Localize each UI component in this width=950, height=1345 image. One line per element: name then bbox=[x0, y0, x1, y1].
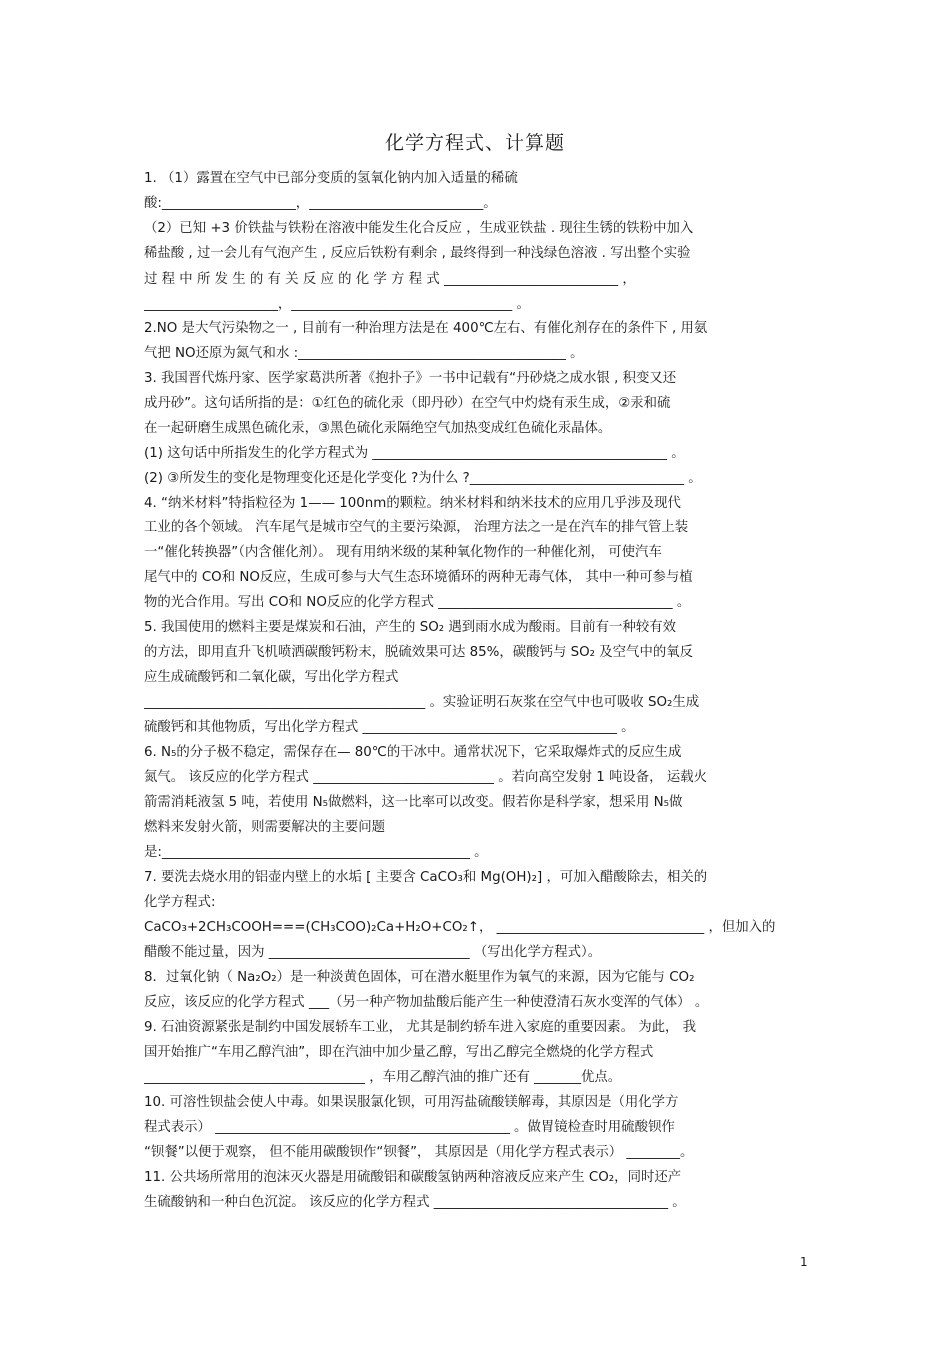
text-line: 醋酸不能过量，因为 ______________________________ （写出化学方程式）。 bbox=[144, 945, 602, 960]
document-title: 化学方程式、计算题 bbox=[384, 132, 565, 154]
text-line: _________________________________ ，车用乙醇汽油的推广还有 _______优点。 bbox=[144, 1070, 622, 1085]
text-line: 燃料来发射火箭，则需要解决的主要问题 bbox=[144, 820, 386, 835]
text-line: “钡餐”以便于观察， 但不能用碳酸钡作“钡餐”， 其原因是（用化学方程式表示） ________。 bbox=[144, 1145, 694, 1160]
text-line: 7. 要洗去烧水用的铝壶内壁上的水垢 [ 主要含 CaCO₃和 Mg(OH)₂] ，可加入醋酸除去，相关的 bbox=[144, 870, 708, 885]
text-line: 在一起研磨生成黑色硫化汞，③黑色硫化汞隔绝空气加热变成红色硫化汞晶体。 bbox=[144, 421, 612, 436]
text-line: 硫酸钙和其他物质，写出化学方程式 ______________________________________ 。 bbox=[144, 720, 635, 735]
text-line: ____________________，_________________________________ 。 bbox=[144, 297, 530, 312]
text-line: 反应，该反应的化学方程式 ___（另一种产物加盐酸后能产生一种使澄清石灰水变浑的气体） 。 bbox=[144, 995, 709, 1010]
text-line: 3. 我国晋代炼丹家、医学家葛洪所著《抱扑子》一书中记载有“丹砂烧之成水银 , 积变又还 bbox=[144, 371, 677, 386]
text-line: 6. N₅的分子极不稳定，需保存在— 80℃的干冰中。通常状况下，它采取爆炸式的反应生成 bbox=[144, 745, 682, 760]
text-line: __________________________________________ 。实验证明石灰浆在空气中也可吸收 SO₂生成 bbox=[144, 695, 700, 710]
text-line: 气把 NO还原为氮气和水 :________________________________________ 。 bbox=[144, 346, 584, 361]
text-line: 4. “纳米材料”特指粒径为 1—— 100nm的颗粒。纳米材料和纳米技术的应用几乎涉及现代 bbox=[144, 496, 681, 511]
text-line: 10. 可溶性钡盐会使人中毒。如果误服氯化钡，可用泻盐硫酸镁解毒，其原因是（用化学方 bbox=[144, 1095, 679, 1110]
text-line: 是:______________________________________________ 。 bbox=[144, 845, 488, 860]
text-line: （2）已知 +3 价铁盐与铁粉在溶液中能发生化合反应 ，生成亚铁盐 . 现往生锈的铁粉中加入 bbox=[144, 221, 694, 236]
text-line: 1. （1）露置在空气中已部分变质的氢氧化钠内加入适量的稀硫 bbox=[144, 171, 518, 186]
text-line: 5. 我国使用的燃料主要是煤炭和石油，产生的 SO₂ 遇到雨水成为酸雨。目前有一种较有效 bbox=[144, 620, 677, 635]
text-line: 尾气中的 CO和 NO反应，生成可参与大气生态环境循环的两种无毒气体， 其中一种可参与植 bbox=[144, 570, 693, 585]
text-line: 的方法，即用直升飞机喷洒碳酸钙粉末，脱硫效果可达 85%，碳酸钙与 SO₂ 及空气中的氧反 bbox=[144, 645, 693, 660]
text-line: 酸:____________________，__________________________。 bbox=[144, 196, 497, 211]
text-line: (1) 这句话中所指发生的化学方程式为 ____________________________________________ 。 bbox=[144, 446, 685, 461]
text-line: 物的光合作用。写出 CO和 NO反应的化学方程式 ___________________________________ 。 bbox=[144, 595, 691, 610]
text-line: 程式表示） ____________________________________________ 。做胃镜检查时用硫酸钡作 bbox=[144, 1120, 675, 1135]
text-line: 稀盐酸 , 过一会儿有气泡产生 , 反应后铁粉有剩余 , 最终得到一种浅绿色溶液 . 写出整个实验 bbox=[144, 246, 691, 261]
text-line: 8．过氧化钠（ Na₂O₂）是一种淡黄色固体，可在潜水艇里作为氧气的来源，因为它能与 CO₂ bbox=[144, 970, 695, 985]
text-line: CaCO₃+2CH₃COOH===(CH₃COO)₂Ca+H₂O+CO₂↑， _______________________________ ，但加入的 bbox=[144, 920, 776, 935]
text-line: 应生成硫酸钙和二氧化碳，写出化学方程式 bbox=[144, 670, 399, 685]
text-line: 化学方程式: bbox=[144, 895, 216, 910]
text-line: 氮气。 该反应的化学方程式 ___________________________ 。若向高空发射 1 吨设备， 运载火 bbox=[144, 770, 707, 785]
text-line: (2) ③所发生的变化是物理变化还是化学变化 ?为什么 ?________________________________ 。 bbox=[144, 471, 702, 486]
page-number: 1 bbox=[800, 1255, 808, 1269]
text-line: 11. 公共场所常用的泡沫灭火器是用硫酸铝和碳酸氢钠两种溶液反应来产生 CO₂，同时还产 bbox=[144, 1170, 682, 1185]
text-line: 国开始推广“车用乙醇汽油”，即在汽油中加少量乙醇，写出乙醇完全燃烧的化学方程式 bbox=[144, 1045, 654, 1060]
text-line: 箭需消耗液氢 5 吨，若使用 N₅做燃料，这一比率可以改变。假若你是科学家，想采用 N₅做 bbox=[144, 795, 683, 810]
text-line: 一“催化转换器”（内含催化剂）。 现有用纳米级的某种氧化物作的一种催化剂， 可使汽车 bbox=[144, 545, 662, 560]
text-line: 过 程 中 所 发 生 的 有 关 反 应 的 化 学 方 程 式 __________________________ ， bbox=[144, 272, 636, 287]
text-line: 成丹砂”。这句话所指的是：①红色的硫化汞（即丹砂）在空气中灼烧有汞生成，②汞和硫 bbox=[144, 396, 671, 411]
text-line: 9. 石油资源紧张是制约中国发展轿车工业， 尤其是制约轿车进入家庭的重要因素。 为此， 我 bbox=[144, 1020, 697, 1035]
text-line: 2.NO 是大气污染物之一 , 目前有一种治理方法是在 400℃左右、有催化剂存在的条件下 , 用氨 bbox=[144, 321, 708, 336]
text-line: 生硫酸钠和一种白色沉淀。 该反应的化学方程式 ___________________________________ 。 bbox=[144, 1195, 686, 1210]
text-line: 工业的各个领域。 汽车尾气是城市空气的主要污染源， 治理方法之一是在汽车的排气管上装 bbox=[144, 520, 689, 535]
